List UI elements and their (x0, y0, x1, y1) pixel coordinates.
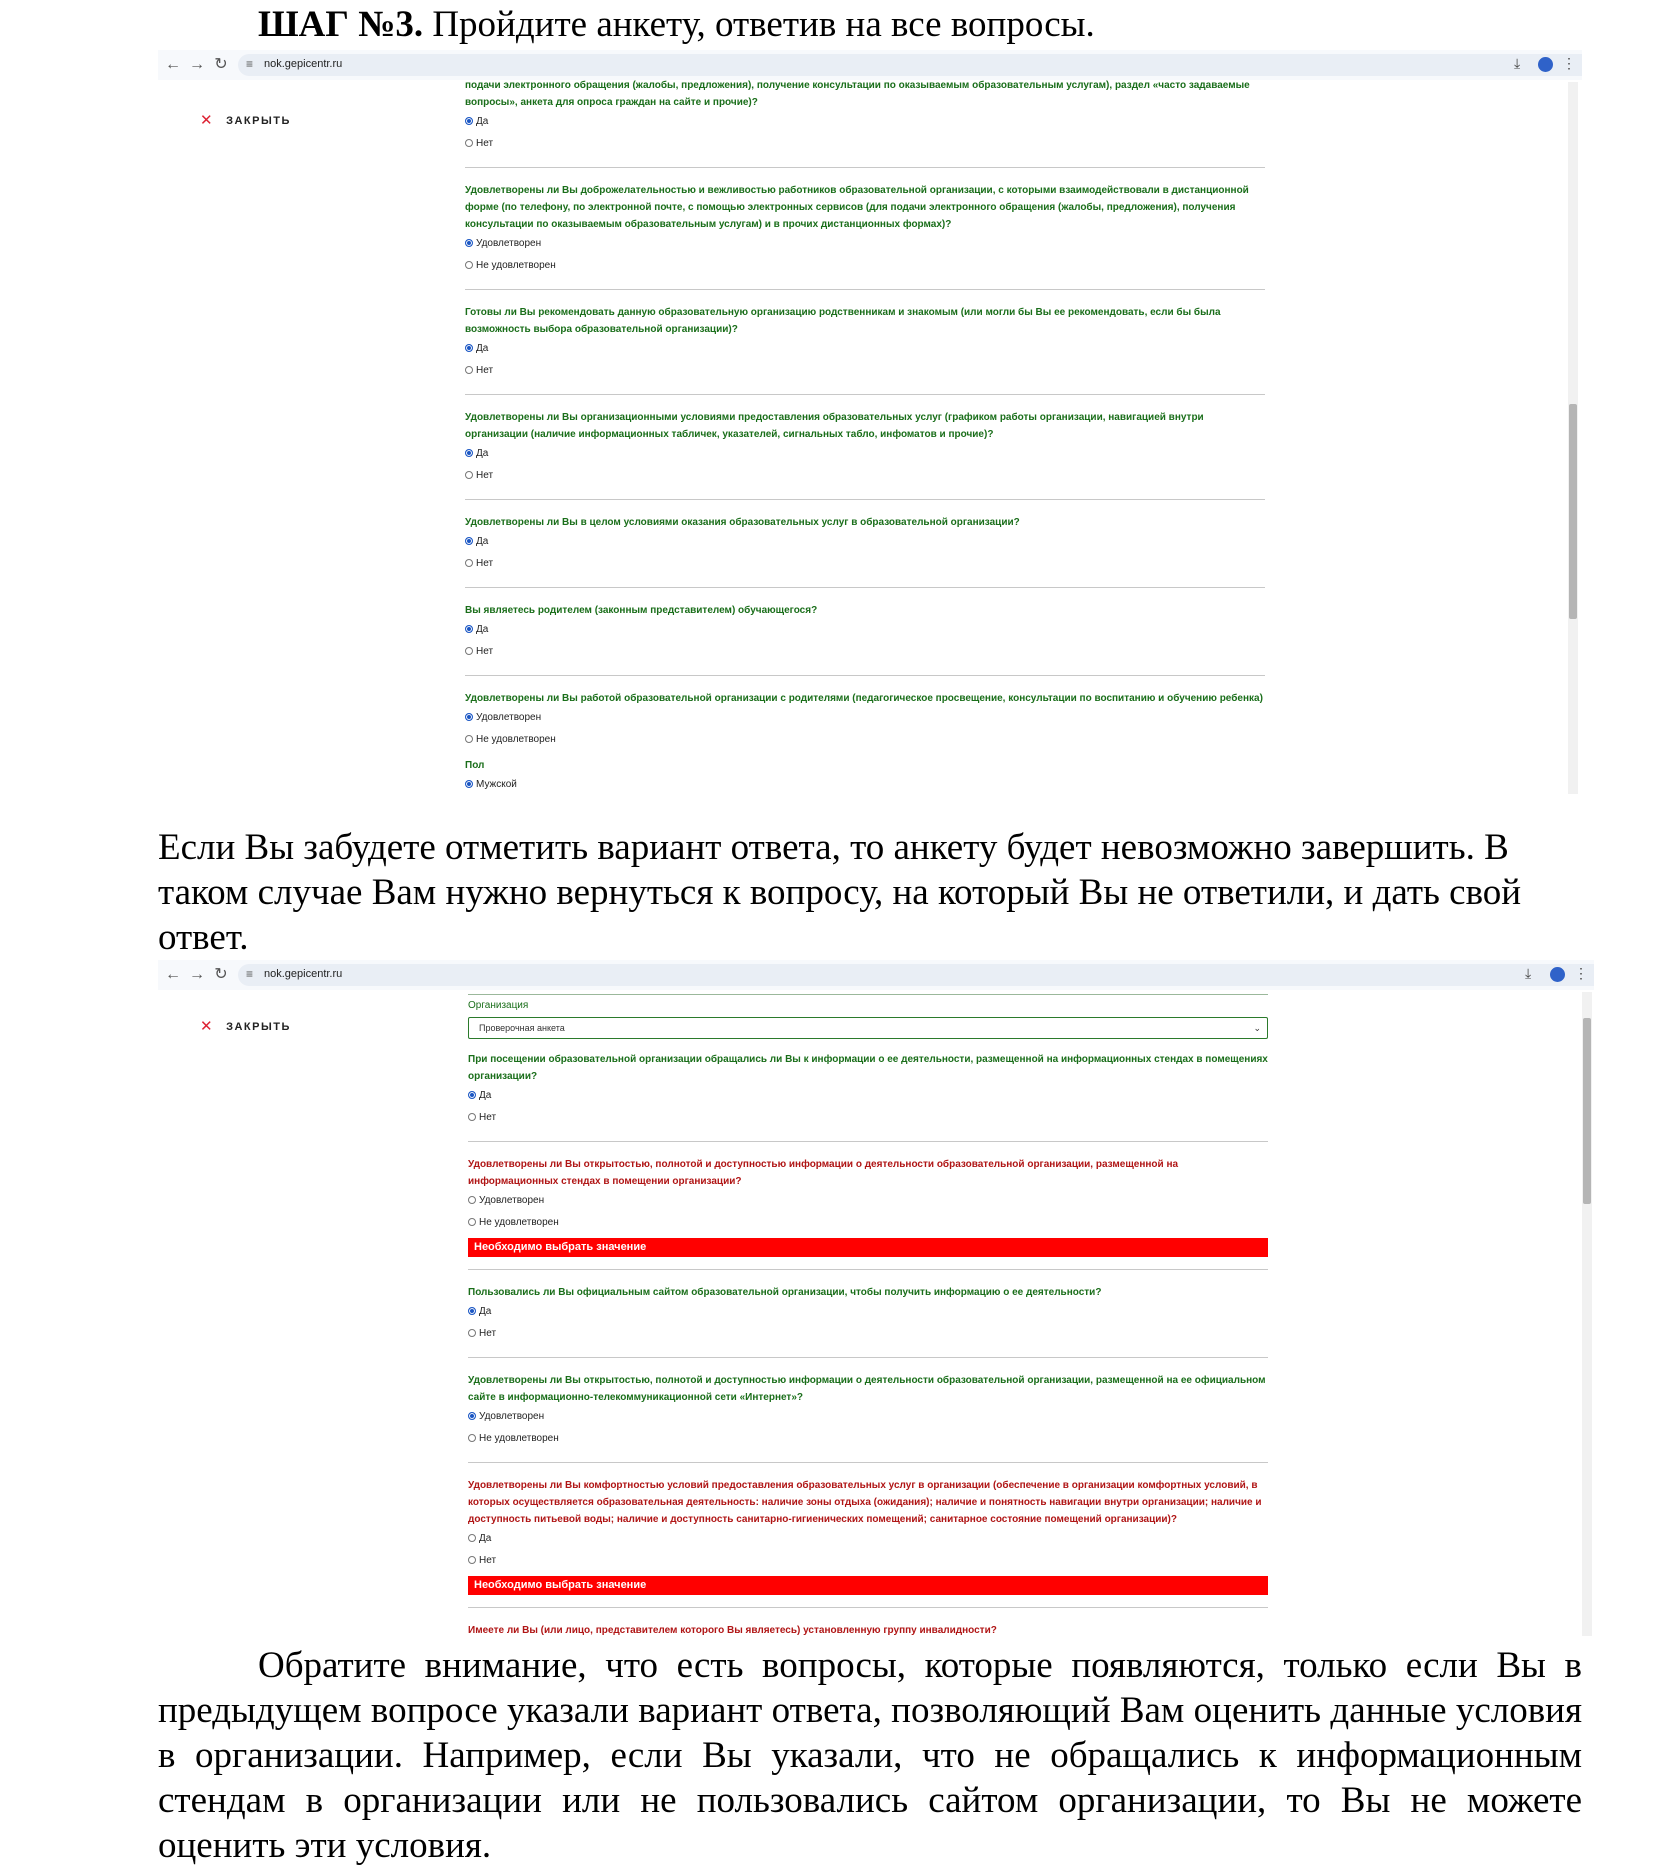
close-label: ЗАКРЫТЬ (226, 1021, 291, 1033)
paragraph-note-text: Обратите внимание, что есть вопросы, которые появляются, только если Вы в предыдущем вопросе указали вариант ответа, позволяющий Вам оценить данные условия в организации. Например, если Вы указали, что не обращались к информационным стендам в организации или не пользовались сайтом организации, то Вы не можете оценить эти условия. (158, 1645, 1582, 1866)
option-label: Нет (476, 138, 494, 149)
radio-button[interactable] (465, 471, 473, 479)
menu-icon[interactable]: ⋮ (1562, 55, 1576, 71)
paragraph-note (158, 1643, 1582, 1868)
radio-button[interactable] (465, 625, 473, 633)
question-text: подачи электронного обращения (жалобы, предложения), получение консультации по оказываемым образовательным услугам), раздел «часто задаваемые вопросы», анкета для опроса граждан на сайте и прочие)? (465, 80, 1250, 108)
radio-button[interactable] (468, 1196, 476, 1204)
radio-option[interactable] (465, 619, 1265, 641)
radio-button[interactable] (465, 449, 473, 457)
radio-option[interactable] (465, 338, 1265, 360)
radio-button[interactable] (465, 780, 473, 788)
divider (465, 499, 1265, 500)
radio-option[interactable] (465, 553, 1265, 575)
paragraph-warning: Если Вы забудете отметить вариант ответа, то анкету будет невозможно завершить. В таком случае Вам нужно вернуться к вопросу, на который Вы не ответили, и дать свой ответ. (158, 827, 1522, 958)
radio-option[interactable] (465, 707, 1265, 729)
divider (468, 1607, 1268, 1608)
address-bar[interactable] (238, 54, 1582, 76)
radio-button[interactable] (468, 1218, 476, 1226)
menu-icon[interactable]: ⋮ (1574, 965, 1588, 981)
option-label: Да (476, 448, 489, 459)
radio-button[interactable] (465, 713, 473, 721)
option-label: Нет (476, 646, 494, 657)
radio-button[interactable] (468, 1113, 476, 1121)
question-text: Удовлетворены ли Вы работой образовательной организации с родителями (педагогическое просвещение, консультации по воспитанию и обучению ребенка) (465, 693, 1263, 704)
profile-icon[interactable] (1538, 57, 1553, 72)
option-label: Да (476, 343, 489, 354)
radio-option[interactable] (468, 1323, 1268, 1345)
address-bar[interactable] (238, 964, 1594, 986)
option-label: Нет (479, 1328, 497, 1339)
radio-button[interactable] (465, 139, 473, 147)
divider (465, 587, 1265, 588)
site-info-icon[interactable]: ≡ (246, 57, 254, 71)
back-arrow-icon[interactable]: ← (165, 56, 181, 73)
divider (465, 394, 1265, 395)
radio-option[interactable] (468, 1301, 1268, 1323)
download-icon[interactable]: ⤓ (1514, 55, 1521, 71)
divider (465, 289, 1265, 290)
step-heading (158, 2, 1582, 47)
radio-option[interactable] (468, 1528, 1268, 1550)
question-text: Удовлетворены ли Вы в целом условиями оказания образовательных услуг в образовательной организации? (465, 517, 1020, 528)
survey-form (468, 1000, 1268, 1636)
radio-option[interactable] (468, 1550, 1268, 1572)
radio-button[interactable] (465, 735, 473, 743)
option-label: Нет (476, 470, 494, 481)
option-label: Удовлетворен (479, 1195, 545, 1206)
option-label: Да (476, 536, 489, 547)
question-text: При посещении образовательной организации обращались ли Вы к информации о ее деятельности, размещенной на информационных стендах в помещениях организации? (468, 1054, 1268, 1082)
forward-arrow-icon[interactable]: → (189, 966, 205, 983)
back-arrow-icon[interactable]: ← (165, 966, 181, 983)
option-label: Удовлетворен (476, 238, 542, 249)
profile-icon[interactable] (1550, 967, 1565, 982)
radio-option[interactable] (465, 133, 1265, 155)
question-text: Готовы ли Вы рекомендовать данную образовательную организацию родственникам и знакомым (или могли бы Вы ее рекомендовать, если бы была возможность выбора образовательной организации)? (465, 307, 1221, 335)
option-label: Нет (479, 1555, 497, 1566)
site-info-icon[interactable]: ≡ (246, 967, 254, 981)
option-label: Удовлетворен (479, 1411, 545, 1422)
url-text: nok.gepicentr.ru (264, 58, 343, 70)
scrollbar[interactable] (1582, 992, 1592, 1636)
radio-button[interactable] (468, 1556, 476, 1564)
radio-option[interactable] (465, 233, 1265, 255)
radio-button[interactable] (465, 117, 473, 125)
organization-select-value: Проверочная анкета (479, 1023, 565, 1033)
close-icon: ✕ (200, 1018, 215, 1035)
radio-button[interactable] (465, 261, 473, 269)
question-text: Вы являетесь родителем (законным представителем) обучающегося? (465, 605, 818, 616)
scrollbar-thumb[interactable] (1569, 404, 1577, 619)
radio-option[interactable] (465, 729, 1265, 751)
question-text: Удовлетворены ли Вы открытостью, полнотой и доступностью информации о деятельности образовательной организации, размещенной на информационных стендах в помещении организации? (468, 1159, 1179, 1187)
browser-screenshot-2 (158, 960, 1594, 1636)
browser-toolbar (158, 960, 1594, 990)
option-label: Да (476, 624, 489, 635)
close-button[interactable] (200, 111, 291, 129)
radio-option[interactable] (465, 774, 1265, 794)
divider (468, 1357, 1268, 1358)
option-label: Не удовлетворен (476, 260, 556, 271)
download-icon[interactable]: ⤓ (1525, 965, 1532, 981)
radio-button[interactable] (468, 1434, 476, 1442)
step-instruction: Пройдите анкету, ответив на все вопросы. (423, 4, 1095, 45)
radio-button[interactable] (468, 1307, 476, 1315)
radio-button[interactable] (468, 1412, 476, 1420)
question-text: Удовлетворены ли Вы организационными условиями предоставления образовательных услуг (графиком работы организации, навигацией внутри организации (наличие информационных табличек, указателей, сигнальных табло, инфоматов и прочие)? (465, 412, 1204, 440)
radio-button[interactable] (465, 559, 473, 567)
radio-button[interactable] (468, 1091, 476, 1099)
radio-button[interactable] (465, 366, 473, 374)
option-label: Да (479, 1306, 492, 1317)
forward-arrow-icon[interactable]: → (189, 56, 205, 73)
close-button[interactable] (200, 1017, 291, 1035)
option-label: Нет (479, 1112, 497, 1123)
browser-screenshot-1 (158, 50, 1582, 794)
radio-option[interactable] (465, 111, 1265, 133)
close-icon: ✕ (200, 112, 215, 129)
divider (465, 675, 1265, 676)
browser-toolbar (158, 50, 1582, 80)
org-label: Организация (468, 1000, 529, 1011)
option-label: Удовлетворен (476, 712, 542, 723)
option-label: Нет (476, 558, 494, 569)
organization-select[interactable] (468, 1017, 1268, 1039)
chevron-down-icon: ⌄ (1253, 1023, 1261, 1033)
radio-button[interactable] (468, 1534, 476, 1542)
radio-button[interactable] (468, 1329, 476, 1337)
radio-option[interactable] (465, 255, 1265, 277)
radio-button[interactable] (465, 239, 473, 247)
divider (468, 994, 1268, 995)
option-label: Нет (476, 365, 494, 376)
close-label: ЗАКРЫТЬ (226, 115, 291, 127)
option-label: Мужской (476, 779, 517, 790)
option-label: Да (479, 1533, 492, 1544)
question-text: Пол (465, 760, 485, 771)
radio-option[interactable] (468, 1212, 1268, 1234)
radio-option[interactable] (468, 1085, 1268, 1107)
radio-option[interactable] (465, 360, 1265, 382)
error-message: Необходимо выбрать значение (468, 1576, 1268, 1595)
question-text: Имеете ли Вы (или лицо, представителем которого Вы являетесь) установленную группу инвалидности? (468, 1625, 997, 1636)
option-label: Да (479, 1090, 492, 1101)
scrollbar-thumb[interactable] (1583, 1018, 1591, 1204)
radio-button[interactable] (465, 344, 473, 352)
reload-icon[interactable]: ↻ (214, 966, 228, 983)
survey-form (465, 77, 1265, 794)
divider (465, 167, 1265, 168)
option-label: Не удовлетворен (479, 1433, 559, 1444)
radio-option[interactable] (468, 1428, 1268, 1450)
radio-option[interactable] (465, 465, 1265, 487)
question-text: Удовлетворены ли Вы доброжелательностью и вежливостью работников образовательной организации, с которыми взаимодействовали в дистанционной форме (по телефону, по электронной почте, с помощью электронных сервисов (для подачи электронного обращения (жалобы, предложения), получения консультации по оказываемым образовательным услугам) и в прочих дистанционных формах)? (465, 185, 1249, 230)
radio-option[interactable] (468, 1406, 1268, 1428)
radio-button[interactable] (465, 647, 473, 655)
divider (468, 1462, 1268, 1463)
question-text: Удовлетворены ли Вы комфортностью условий предоставления образовательных услуг в организации (обеспечение в организации комфортных условий, в которых осуществляется образовательная деятельность: наличие зоны отдыха (ожидания); наличие и понятность навигации внутри организации; наличие и доступность питьевой воды; наличие и доступность санитарно-гигиенических помещений; санитарное состояние помещений организации)? (468, 1480, 1262, 1525)
divider (468, 1269, 1268, 1270)
step-number: ШАГ №3. (258, 4, 424, 45)
error-message: Необходимо выбрать значение (468, 1238, 1268, 1257)
divider (468, 1141, 1268, 1142)
option-label: Не удовлетворен (479, 1217, 559, 1228)
option-label: Не удовлетворен (476, 734, 556, 745)
question-text: Пользовались ли Вы официальным сайтом образовательной организации, чтобы получить информацию о ее деятельности? (468, 1287, 1102, 1298)
radio-option[interactable] (465, 443, 1265, 465)
url-text: nok.gepicentr.ru (264, 968, 343, 980)
reload-icon[interactable]: ↻ (214, 56, 228, 73)
radio-option[interactable] (465, 531, 1265, 553)
radio-option[interactable] (468, 1190, 1268, 1212)
scrollbar[interactable] (1568, 82, 1578, 794)
question-text: Удовлетворены ли Вы открытостью, полнотой и доступностью информации о деятельности образовательной организации, размещенной на ее официальном сайте в информационно-телекоммуникационной сети «Интернет»? (468, 1375, 1266, 1403)
option-label: Да (476, 116, 489, 127)
radio-option[interactable] (465, 641, 1265, 663)
radio-button[interactable] (465, 537, 473, 545)
radio-option[interactable] (468, 1107, 1268, 1129)
